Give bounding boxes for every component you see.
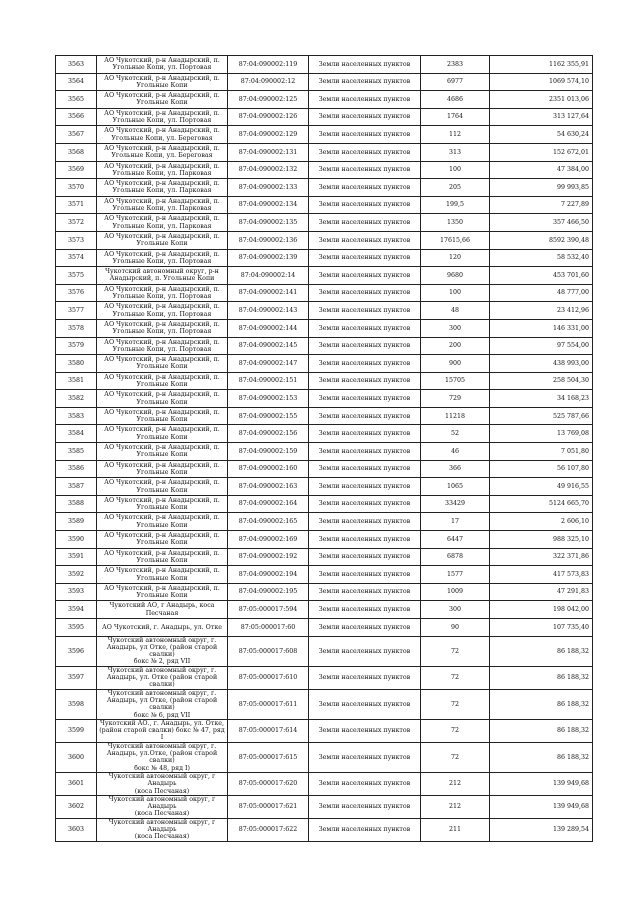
land-category-cell: Земли населенных пунктов [309, 126, 421, 144]
table-row [56, 126, 593, 144]
area-cell: 313 [421, 143, 490, 161]
land-category-cell: Земли населенных пунктов [309, 91, 421, 109]
table-row [56, 531, 593, 549]
land-category-cell: Земли населенных пунктов [309, 231, 421, 249]
land-category-cell: Земли населенных пунктов [309, 601, 421, 619]
area-cell: 112 [421, 126, 490, 144]
land-category-cell: Земли населенных пунктов [309, 355, 421, 373]
land-category-cell: Земли населенных пунктов [309, 666, 421, 689]
row-number: 3580 [56, 355, 97, 373]
address-cell: АО Чукотский, р-н Анадырский, п. Угольные Копи, ул. Береговая [97, 143, 228, 161]
cadastral-value-cell: 99 993,85 [490, 179, 593, 197]
table-row [56, 302, 593, 320]
cadastral-value-cell: 438 993,00 [490, 355, 593, 373]
land-category-cell: Земли населенных пунктов [309, 214, 421, 232]
address-cell: АО Чукотский, р-н Анадырский, п. Угольные Копи, ул. Портовая [97, 302, 228, 320]
cadastral-number-cell: 87:04:090002:119 [228, 56, 309, 74]
row-number: 3573 [56, 231, 97, 249]
cadastral-value-cell: 198 042,00 [490, 601, 593, 619]
cadastral-number-cell: 87:04:090002:164 [228, 495, 309, 513]
cadastral-value-cell: 8592 390,48 [490, 231, 593, 249]
cadastral-value-cell: 152 672,01 [490, 143, 593, 161]
row-number: 3588 [56, 495, 97, 513]
row-number: 3571 [56, 196, 97, 214]
address-cell: АО Чукотский, р-н Анадырский, п. Угольные Копи [97, 390, 228, 408]
area-cell: 48 [421, 302, 490, 320]
cadastral-value-cell: 1162 355,91 [490, 56, 593, 74]
land-category-cell: Земли населенных пунктов [309, 143, 421, 161]
row-number: 3566 [56, 108, 97, 126]
area-cell: 366 [421, 460, 490, 478]
row-number: 3563 [56, 56, 97, 74]
area-cell: 100 [421, 161, 490, 179]
area-cell: 199,5 [421, 196, 490, 214]
table-row [56, 583, 593, 601]
cadastral-value-cell: 322 371,86 [490, 548, 593, 566]
row-number: 3576 [56, 284, 97, 302]
row-number: 3592 [56, 566, 97, 584]
row-number: 3567 [56, 126, 97, 144]
table-row [56, 425, 593, 443]
area-cell: 1350 [421, 214, 490, 232]
area-cell: 72 [421, 689, 490, 719]
address-cell: АО Чукотский, р-н Анадырский, п. Угольные Копи [97, 443, 228, 461]
address-cell: АО Чукотский, р-н Анадырский, п. Угольные Копи [97, 531, 228, 549]
cadastral-value-cell: 49 916,55 [490, 478, 593, 496]
cadastral-value-cell: 5124 665,70 [490, 495, 593, 513]
area-cell: 90 [421, 619, 490, 637]
cadastral-number-cell: 87:04:090002:159 [228, 443, 309, 461]
row-number: 3602 [56, 795, 97, 818]
table-row [56, 56, 593, 74]
area-cell: 9680 [421, 267, 490, 285]
table-row [56, 460, 593, 478]
address-cell: АО Чукотский, р-н Анадырский, п. Угольные Копи, ул. Портовая [97, 284, 228, 302]
cadastral-number-cell: 87:04:090002:195 [228, 583, 309, 601]
land-category-cell: Земли населенных пунктов [309, 319, 421, 337]
land-category-cell: Земли населенных пунктов [309, 478, 421, 496]
address-cell: АО Чукотский, р-н Анадырский, п. Угольные Копи [97, 231, 228, 249]
cadastral-value-cell: 525 787,66 [490, 407, 593, 425]
cadastral-number-cell: 87:05:000017:620 [228, 772, 309, 795]
area-cell: 4686 [421, 91, 490, 109]
row-number: 3570 [56, 179, 97, 197]
table-row [56, 390, 593, 408]
area-cell: 6447 [421, 531, 490, 549]
row-number: 3569 [56, 161, 97, 179]
area-cell: 33429 [421, 495, 490, 513]
cadastral-number-cell: 87:05:000017:622 [228, 818, 309, 841]
table-row [56, 73, 593, 91]
area-cell: 72 [421, 742, 490, 772]
address-cell: Чукотский автономный округ, г. Анадырь, ул Отке, (район старой свалки) бокс № 6, ряд VII [97, 689, 228, 719]
address-cell: АО Чукотский, р-н Анадырский, п. Угольные Копи [97, 495, 228, 513]
land-category-cell: Земли населенных пунктов [309, 818, 421, 841]
table-row [56, 495, 593, 513]
cadastral-value-cell: 107 735,40 [490, 619, 593, 637]
address-cell: Чукотский автономный округ, г. Анадырь, ул. Отке (район старой свалки) [97, 666, 228, 689]
area-cell: 1009 [421, 583, 490, 601]
land-category-cell: Земли населенных пунктов [309, 284, 421, 302]
cadastral-number-cell: 87:04:090002:156 [228, 425, 309, 443]
area-cell: 2383 [421, 56, 490, 74]
land-category-cell: Земли населенных пунктов [309, 513, 421, 531]
table-row [56, 601, 593, 619]
row-number: 3589 [56, 513, 97, 531]
land-category-cell: Земли населенных пунктов [309, 407, 421, 425]
cadastral-value-cell: 34 168,23 [490, 390, 593, 408]
table-row [56, 478, 593, 496]
table-row [56, 666, 593, 689]
land-category-cell: Земли населенных пунктов [309, 108, 421, 126]
address-cell: Чукотский автономный округ, г Анадырь (коса Песчаная) [97, 772, 228, 795]
cadastral-number-cell: 87:04:090002:126 [228, 108, 309, 126]
row-number: 3599 [56, 719, 97, 742]
area-cell: 212 [421, 772, 490, 795]
land-category-cell: Земли населенных пунктов [309, 619, 421, 637]
row-number: 3572 [56, 214, 97, 232]
address-cell: АО Чукотский, р-н Анадырский, п. Угольные Копи [97, 73, 228, 91]
address-cell: АО Чукотский, р-н Анадырский, п. Угольные Копи, ул. Портовая [97, 319, 228, 337]
land-category-cell: Земли населенных пунктов [309, 161, 421, 179]
area-cell: 100 [421, 284, 490, 302]
table-body [56, 56, 593, 842]
cadastral-value-cell: 86 188,32 [490, 689, 593, 719]
table-row [56, 372, 593, 390]
cadastral-number-cell: 87:04:090002:135 [228, 214, 309, 232]
address-cell: АО Чукотский, р-н Анадырский, п. Угольные Копи [97, 566, 228, 584]
address-cell: АО Чукотский, р-н Анадырский, п. Угольные Копи [97, 372, 228, 390]
row-number: 3584 [56, 425, 97, 443]
table-row [56, 443, 593, 461]
land-category-cell: Земли населенных пунктов [309, 689, 421, 719]
address-cell: АО Чукотский, р-н Анадырский, п. Угольные Копи [97, 513, 228, 531]
row-number: 3591 [56, 548, 97, 566]
table-row [56, 548, 593, 566]
land-category-cell: Земли населенных пунктов [309, 249, 421, 267]
cadastral-number-cell: 87:05:000017:610 [228, 666, 309, 689]
land-category-cell: Земли населенных пунктов [309, 337, 421, 355]
area-cell: 120 [421, 249, 490, 267]
area-cell: 72 [421, 666, 490, 689]
table-row [56, 772, 593, 795]
cadastral-number-cell: 87:04:090002:153 [228, 390, 309, 408]
cadastral-value-cell: 7 227,89 [490, 196, 593, 214]
cadastral-number-cell: 87:04:090002:14 [228, 267, 309, 285]
land-category-cell: Земли населенных пунктов [309, 719, 421, 742]
row-number: 3597 [56, 666, 97, 689]
address-cell: Чукотский АО, г Анадырь, коса Песчаная [97, 601, 228, 619]
address-cell: АО Чукотский, р-н Анадырский, п. Угольные Копи, ул. Портовая [97, 337, 228, 355]
area-cell: 211 [421, 818, 490, 841]
row-number: 3596 [56, 636, 97, 666]
row-number: 3590 [56, 531, 97, 549]
table-row [56, 231, 593, 249]
area-cell: 52 [421, 425, 490, 443]
table-row [56, 795, 593, 818]
address-cell: Чукотский автономный округ, г Анадырь (коса Песчаная) [97, 795, 228, 818]
row-number: 3583 [56, 407, 97, 425]
land-category-cell: Земли населенных пунктов [309, 636, 421, 666]
cadastral-number-cell: 87:04:090002:129 [228, 126, 309, 144]
row-number: 3600 [56, 742, 97, 772]
row-number: 3577 [56, 302, 97, 320]
area-cell: 6977 [421, 73, 490, 91]
cadastral-value-cell: 48 777,00 [490, 284, 593, 302]
area-cell: 212 [421, 795, 490, 818]
land-category-cell: Земли населенных пунктов [309, 196, 421, 214]
area-cell: 729 [421, 390, 490, 408]
cadastral-value-cell: 47 291,83 [490, 583, 593, 601]
row-number: 3601 [56, 772, 97, 795]
land-category-cell: Земли населенных пунктов [309, 742, 421, 772]
area-cell: 6878 [421, 548, 490, 566]
row-number: 3595 [56, 619, 97, 637]
land-category-cell: Земли населенных пунктов [309, 425, 421, 443]
table-row [56, 566, 593, 584]
address-cell: АО Чукотский, р-н Анадырский, п. Угольные Копи, ул. Портовая [97, 108, 228, 126]
area-cell: 300 [421, 601, 490, 619]
cadastral-value-cell: 357 466,50 [490, 214, 593, 232]
cadastral-value-cell: 1069 574,10 [490, 73, 593, 91]
table-row [56, 196, 593, 214]
table-row [56, 619, 593, 637]
cadastral-number-cell: 87:04:090002:143 [228, 302, 309, 320]
table-row [56, 91, 593, 109]
table-row [56, 337, 593, 355]
cadastral-number-cell: 87:04:090002:169 [228, 531, 309, 549]
table-row [56, 636, 593, 666]
cadastral-number-cell: 87:04:090002:160 [228, 460, 309, 478]
row-number: 3582 [56, 390, 97, 408]
cadastral-number-cell: 87:05:000017:60 [228, 619, 309, 637]
cadastral-value-cell: 54 630,24 [490, 126, 593, 144]
row-number: 3564 [56, 73, 97, 91]
row-number: 3585 [56, 443, 97, 461]
row-number: 3598 [56, 689, 97, 719]
cadastral-number-cell: 87:05:000017:594 [228, 601, 309, 619]
address-cell: АО Чукотский, р-н Анадырский, п. Угольные Копи [97, 355, 228, 373]
cadastral-value-cell: 139 949,68 [490, 772, 593, 795]
address-cell: АО Чукотский, г. Анадырь, ул. Отке [97, 619, 228, 637]
area-cell: 300 [421, 319, 490, 337]
cadastral-value-cell: 146 331,00 [490, 319, 593, 337]
land-category-cell: Земли населенных пунктов [309, 583, 421, 601]
table-row [56, 267, 593, 285]
cadastral-value-cell: 86 188,32 [490, 666, 593, 689]
area-cell: 205 [421, 179, 490, 197]
table-row [56, 249, 593, 267]
address-cell: Чукотский автономный округ, г Анадырь (коса Песчаная) [97, 818, 228, 841]
cadastral-value-cell: 47 384,00 [490, 161, 593, 179]
address-cell: АО Чукотский, р-н Анадырский, п. Угольные Копи, ул. Портовая [97, 56, 228, 74]
cadastral-number-cell: 87:05:000017:614 [228, 719, 309, 742]
land-category-cell: Земли населенных пунктов [309, 73, 421, 91]
cadastral-number-cell: 87:04:090002:131 [228, 143, 309, 161]
row-number: 3574 [56, 249, 97, 267]
cadastral-number-cell: 87:04:090002:192 [228, 548, 309, 566]
area-cell: 17615,66 [421, 231, 490, 249]
land-category-cell: Земли населенных пунктов [309, 179, 421, 197]
cadastral-value-cell: 313 127,64 [490, 108, 593, 126]
cadastral-value-cell: 97 554,00 [490, 337, 593, 355]
land-category-cell: Земли населенных пунктов [309, 302, 421, 320]
table-row [56, 284, 593, 302]
row-number: 3594 [56, 601, 97, 619]
cadastral-value-cell: 2351 013,06 [490, 91, 593, 109]
cadastral-number-cell: 87:04:090002:132 [228, 161, 309, 179]
cadastral-number-cell: 87:04:090002:133 [228, 179, 309, 197]
cadastral-value-cell: 13 769,08 [490, 425, 593, 443]
cadastral-value-cell: 86 188,32 [490, 742, 593, 772]
row-number: 3568 [56, 143, 97, 161]
cadastral-number-cell: 87:04:090002:194 [228, 566, 309, 584]
table-row [56, 689, 593, 719]
address-cell: АО Чукотский, р-н Анадырский, п. Угольные Копи [97, 583, 228, 601]
land-category-cell: Земли населенных пунктов [309, 495, 421, 513]
address-cell: Чукотский автономный округ, р-н Анадырский, п. Угольные Копи [97, 267, 228, 285]
table-row [56, 143, 593, 161]
table-row [56, 719, 593, 742]
area-cell: 900 [421, 355, 490, 373]
cadastral-number-cell: 87:04:090002:134 [228, 196, 309, 214]
cadastral-number-cell: 87:05:000017:611 [228, 689, 309, 719]
cadastral-value-cell: 7 051,80 [490, 443, 593, 461]
area-cell: 11218 [421, 407, 490, 425]
cadastral-number-cell: 87:05:000017:615 [228, 742, 309, 772]
address-cell: Чукотский автономный округ, г. Анадырь, ул.Отке, (район старой свалки) бокс № 48, ряд I) [97, 742, 228, 772]
table-row [56, 319, 593, 337]
address-cell: АО Чукотский, р-н Анадырский, п. Угольные Копи [97, 548, 228, 566]
cadastral-value-cell: 23 412,96 [490, 302, 593, 320]
cadastral-value-cell: 139 289,54 [490, 818, 593, 841]
area-cell: 46 [421, 443, 490, 461]
land-category-cell: Земли населенных пунктов [309, 390, 421, 408]
cadastral-number-cell: 87:05:000017:621 [228, 795, 309, 818]
cadastral-number-cell: 87:04:090002:141 [228, 284, 309, 302]
area-cell: 15705 [421, 372, 490, 390]
table-row [56, 355, 593, 373]
cadastral-number-cell: 87:04:090002:144 [228, 319, 309, 337]
table-row [56, 818, 593, 841]
address-cell: АО Чукотский, р-н Анадырский, п. Угольные Копи, ул. Парковая [97, 214, 228, 232]
land-registry-table [55, 55, 593, 842]
cadastral-value-cell: 988 325,10 [490, 531, 593, 549]
address-cell: АО Чукотский, р-н Анадырский, п. Угольные Копи [97, 91, 228, 109]
cadastral-number-cell: 87:04:090002:163 [228, 478, 309, 496]
cadastral-number-cell: 87:04:090002:12 [228, 73, 309, 91]
table-row [56, 742, 593, 772]
cadastral-number-cell: 87:04:090002:151 [228, 372, 309, 390]
area-cell: 200 [421, 337, 490, 355]
address-cell: Чукотский автономный округ, г. Анадырь, ул Отке, (район старой свалки) бокс № 2, ряд VII [97, 636, 228, 666]
table-row [56, 179, 593, 197]
cadastral-number-cell: 87:04:090002:145 [228, 337, 309, 355]
address-cell: АО Чукотский, р-н Анадырский, п. Угольные Копи [97, 460, 228, 478]
land-category-cell: Земли населенных пунктов [309, 795, 421, 818]
land-category-cell: Земли населенных пунктов [309, 772, 421, 795]
cadastral-number-cell: 87:04:090002:125 [228, 91, 309, 109]
cadastral-value-cell: 58 532,40 [490, 249, 593, 267]
cadastral-value-cell: 2 606,10 [490, 513, 593, 531]
area-cell: 1065 [421, 478, 490, 496]
address-cell: АО Чукотский, р-н Анадырский, п. Угольные Копи [97, 425, 228, 443]
cadastral-value-cell: 417 573,83 [490, 566, 593, 584]
address-cell: АО Чукотский, р-н Анадырский, п. Угольные Копи [97, 478, 228, 496]
row-number: 3565 [56, 91, 97, 109]
area-cell: 17 [421, 513, 490, 531]
land-category-cell: Земли населенных пунктов [309, 372, 421, 390]
cadastral-number-cell: 87:04:090002:136 [228, 231, 309, 249]
row-number: 3587 [56, 478, 97, 496]
cadastral-value-cell: 86 188,32 [490, 719, 593, 742]
area-cell: 72 [421, 636, 490, 666]
land-category-cell: Земли населенных пунктов [309, 267, 421, 285]
address-cell: АО Чукотский, р-н Анадырский, п. Угольные Копи, ул. Парковая [97, 196, 228, 214]
cadastral-number-cell: 87:05:000017:608 [228, 636, 309, 666]
land-category-cell: Земли населенных пунктов [309, 460, 421, 478]
address-cell: АО Чукотский, р-н Анадырский, п. Угольные Копи, ул. Береговая [97, 126, 228, 144]
row-number: 3586 [56, 460, 97, 478]
cadastral-value-cell: 258 504,30 [490, 372, 593, 390]
row-number: 3603 [56, 818, 97, 841]
cadastral-number-cell: 87:04:090002:155 [228, 407, 309, 425]
cadastral-value-cell: 86 188,32 [490, 636, 593, 666]
land-category-cell: Земли населенных пунктов [309, 56, 421, 74]
land-category-cell: Земли населенных пунктов [309, 566, 421, 584]
address-cell: АО Чукотский, р-н Анадырский, п. Угольные Копи [97, 407, 228, 425]
table-row [56, 108, 593, 126]
table-row [56, 513, 593, 531]
cadastral-value-cell: 56 107,80 [490, 460, 593, 478]
address-cell: АО Чукотский, р-н Анадырский, п. Угольные Копи, ул. Портовая [97, 249, 228, 267]
area-cell: 1764 [421, 108, 490, 126]
cadastral-value-cell: 139 949,68 [490, 795, 593, 818]
cadastral-value-cell: 453 701,60 [490, 267, 593, 285]
row-number: 3581 [56, 372, 97, 390]
row-number: 3578 [56, 319, 97, 337]
address-cell: АО Чукотский, р-н Анадырский, п. Угольные Копи, ул. Парковая [97, 161, 228, 179]
row-number: 3575 [56, 267, 97, 285]
land-category-cell: Земли населенных пунктов [309, 548, 421, 566]
land-category-cell: Земли населенных пунктов [309, 443, 421, 461]
row-number: 3579 [56, 337, 97, 355]
cadastral-number-cell: 87:04:090002:147 [228, 355, 309, 373]
address-cell: Чукотский АО., г. Анадырь, ул. Отке, (район старой свалки) бокс № 47, ряд I [97, 719, 228, 742]
area-cell: 1577 [421, 566, 490, 584]
area-cell: 72 [421, 719, 490, 742]
table-row [56, 161, 593, 179]
land-category-cell: Земли населенных пунктов [309, 531, 421, 549]
cadastral-number-cell: 87:04:090002:165 [228, 513, 309, 531]
row-number: 3593 [56, 583, 97, 601]
address-cell: АО Чукотский, р-н Анадырский, п. Угольные Копи, ул. Парковая [97, 179, 228, 197]
table-row [56, 407, 593, 425]
cadastral-number-cell: 87:04:090002:139 [228, 249, 309, 267]
table-row [56, 214, 593, 232]
